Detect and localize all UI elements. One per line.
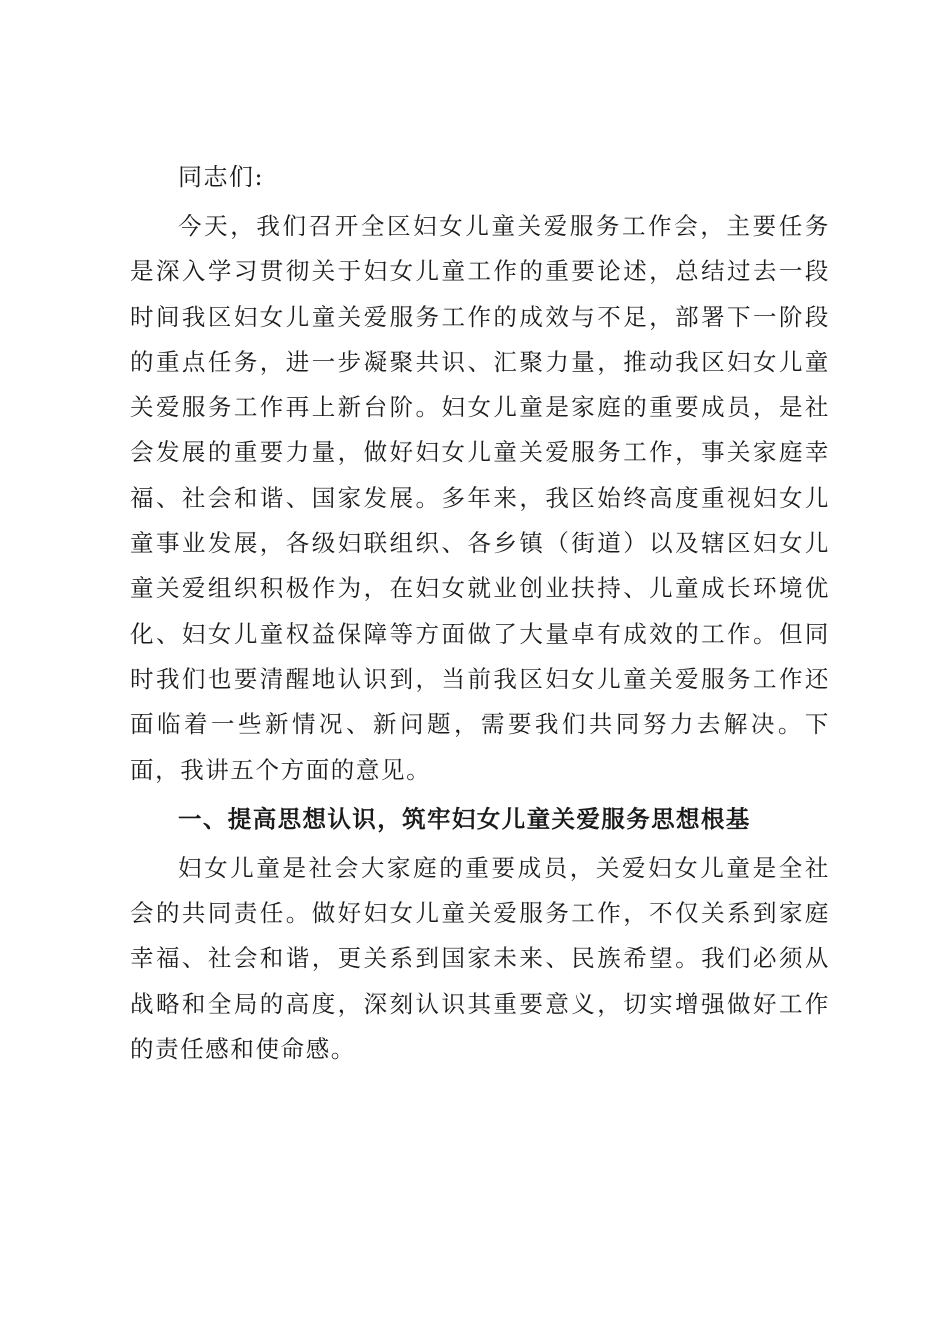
section-heading-1: 一、提高思想认识，筑牢妇女儿童关爱服务思想根基 xyxy=(178,804,751,833)
salutation: 同志们: xyxy=(178,163,265,191)
intro-paragraph: 今天，我们召开全区妇女儿童关爱服务工作会，主要任务是深入学习贯彻关于妇女儿童工作的重要论述，总结过去一段时间我区妇女儿童关爱服务工作的成效与不足，部署下一阶段的重点任务，进一步凝聚共识、汇聚力量，推动我区妇女儿童关爱服务工作再上新台阶。妇女儿童是家庭的重要成员，是社会发展的重要力量，做好妇女儿童关爱服务工作，事关家庭幸福、社会和谐、国家发展。多年来，我区始终高度重视妇女儿童事业发展，各级妇联组织、各乡镇（街道）以及辖区妇女儿童关爱组织积极作为，在妇女就业创业扶持、儿童成长环境优化、妇女儿童权益保障等方面做了大量卓有成效的工作。但同时我们也要清醒地认识到，当前我区妇女儿童关爱服务工作还面临着一些新情况、新问题，需要我们共同努力去解决。下面，我讲五个方面的意见。 xyxy=(130,212,830,784)
document-page xyxy=(130,155,830,1072)
section-1-paragraph: 妇女儿童是社会大家庭的重要成员，关爱妇女儿童是全社会的共同责任。做好妇女儿童关爱服务工作，不仅关系到家庭幸福、社会和谐，更关系到国家未来、民族希望。我们必须从战略和全局的高度，深刻认识其重要意义，切实增强做好工作的责任感和使命感。 xyxy=(130,853,830,1064)
